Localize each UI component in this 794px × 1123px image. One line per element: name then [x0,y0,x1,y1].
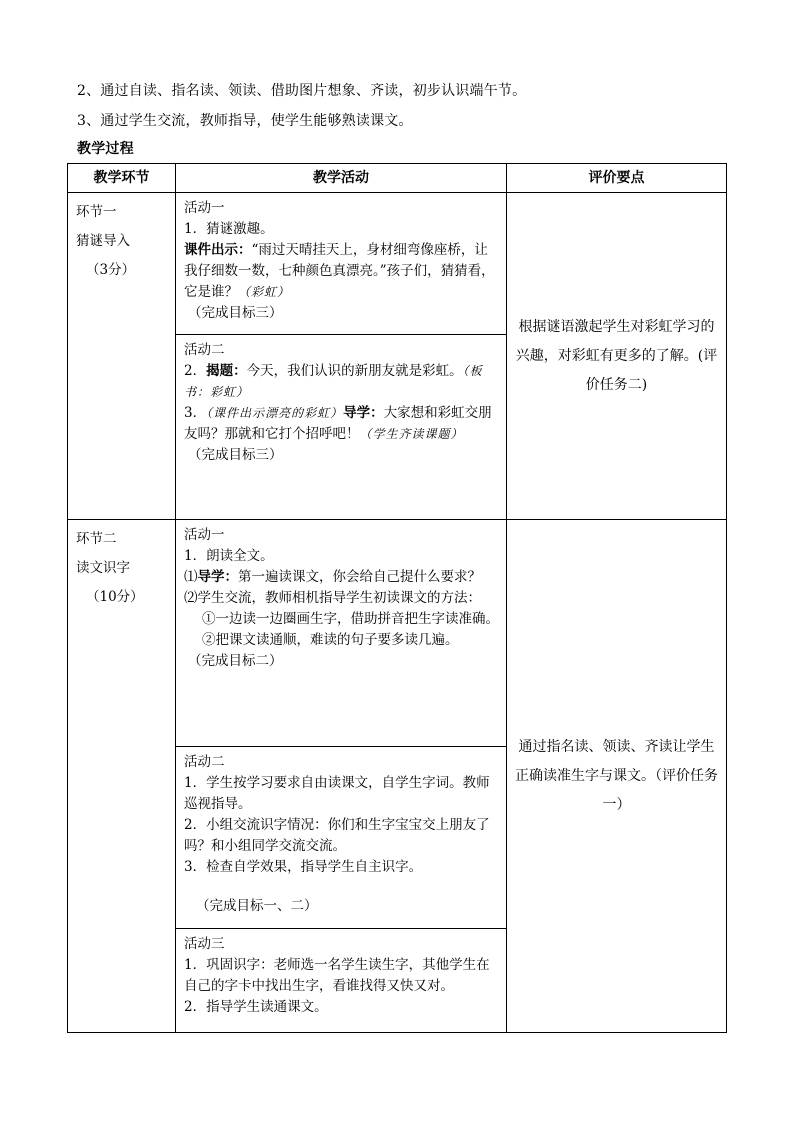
activity-cell [176,520,507,747]
evaluation-cell: 通过指名读、领读、齐读让学生正确读准生字与课文。（评价任务一） [507,520,727,1033]
stage-cell [68,520,176,1033]
objective-2: 2、通过自读、指名读、领读、借助图片想象、齐读，初步认识端午节。 [77,83,527,99]
activity-line: 1．巩固识字：老师选一名学生读生字，其他学生在自己的字卡中找出生字，看谁找得又快又对。 [184,957,490,994]
stage-name: 环节二 [76,531,117,547]
item-number: 3． [184,405,207,421]
item-number: 2． [184,363,207,379]
bold-label: 课件出示： [184,242,252,258]
stage-time: （3分） [86,262,136,278]
stage-title: 读文识字 [76,560,130,576]
stage-title: 猜谜导入 [76,233,130,249]
table-row [68,193,727,335]
stage-name: 环节一 [76,204,117,220]
table-row [68,520,727,747]
activity-note: （学生齐读课题） [359,427,464,441]
activity-line: 1．学生按学习要求自由读课文，自学生字词。教师巡视指导。 [184,775,490,812]
activity-line: ②把课文读通顺，难读的句子要多读几遍。 [202,632,459,648]
activity-line: ①一边读一边圈画生字，借助拼音把生字读准确。 [202,611,499,627]
activity-line: 1．猜谜激趣。 [184,221,274,237]
goal-text: （完成目标三） [188,305,283,321]
activity-cell [176,929,507,1033]
activity-note: （课件出示漂亮的彩虹） [206,406,344,420]
activity-line [184,567,500,588]
activity-cell [176,193,507,335]
activity-title: 活动一 [184,200,225,216]
activity-cell [176,335,507,520]
activity-text: 大家想和彩虹交朋友吗？那就和它打个招呼吧！ [184,405,492,442]
activity-line: 2．小组交流识字情况：你们和生字宝宝交上朋友了吗？和小组同学交流交流。 [184,817,490,854]
teaching-process-table [67,163,727,1033]
activity-title: 活动二 [184,342,225,358]
activity-title: 活动三 [184,936,225,952]
header-evaluation: 评价要点 [507,164,727,193]
activity-text: 第一遍读课文，你会给自己提什么要求？ [238,569,481,585]
header-activity: 教学活动 [176,164,507,193]
activity-line: 1．朗读全文。 [184,548,274,564]
header-stage: 教学环节 [68,164,176,193]
bold-label: 导学： [343,405,384,421]
activity-title: 活动一 [184,527,225,543]
bold-label: 揭题： [206,363,247,379]
goal-text: （完成目标三） [188,447,283,463]
evaluation-cell: 根据谜语激起学生对彩虹学习的兴趣，对彩虹有更多的了解。(评价任务二) [507,193,727,520]
objective-3: 3、通过学生交流，教师指导，使学生能够熟读课文。 [77,113,413,129]
activity-line: 3．检查自学效果，指导学生自主识字。 [184,859,423,875]
activity-note: （板书：彩虹） [184,364,483,399]
activity-line [184,403,500,445]
table-header-row [68,164,727,193]
stage-cell [68,193,176,520]
item-number: ⑴ [184,569,198,585]
activity-line [184,240,500,303]
section-heading: 教学过程 [77,141,134,157]
activity-text: “雨过天晴挂天上，身材细弯像座桥，让我仔细数一数，七种颜色真漂亮。”孩子们，猜猜看，它是谁？ [184,242,495,300]
activity-note: （彩虹） [238,285,291,299]
goal-text: （完成目标一、二） [196,898,318,914]
activity-cell [176,747,507,929]
stage-time: （10分） [86,589,144,605]
activity-line [184,361,500,403]
bold-label: 导学： [197,569,238,585]
activity-text: 今天，我们认识的新朋友就是彩虹。 [246,363,463,379]
activity-title: 活动二 [184,754,225,770]
activity-line: ⑵学生交流，教师相机指导学生初读课文的方法： [184,590,481,606]
activity-line: 2．指导学生读通课文。 [184,999,328,1015]
goal-text: （完成目标二） [188,653,283,669]
